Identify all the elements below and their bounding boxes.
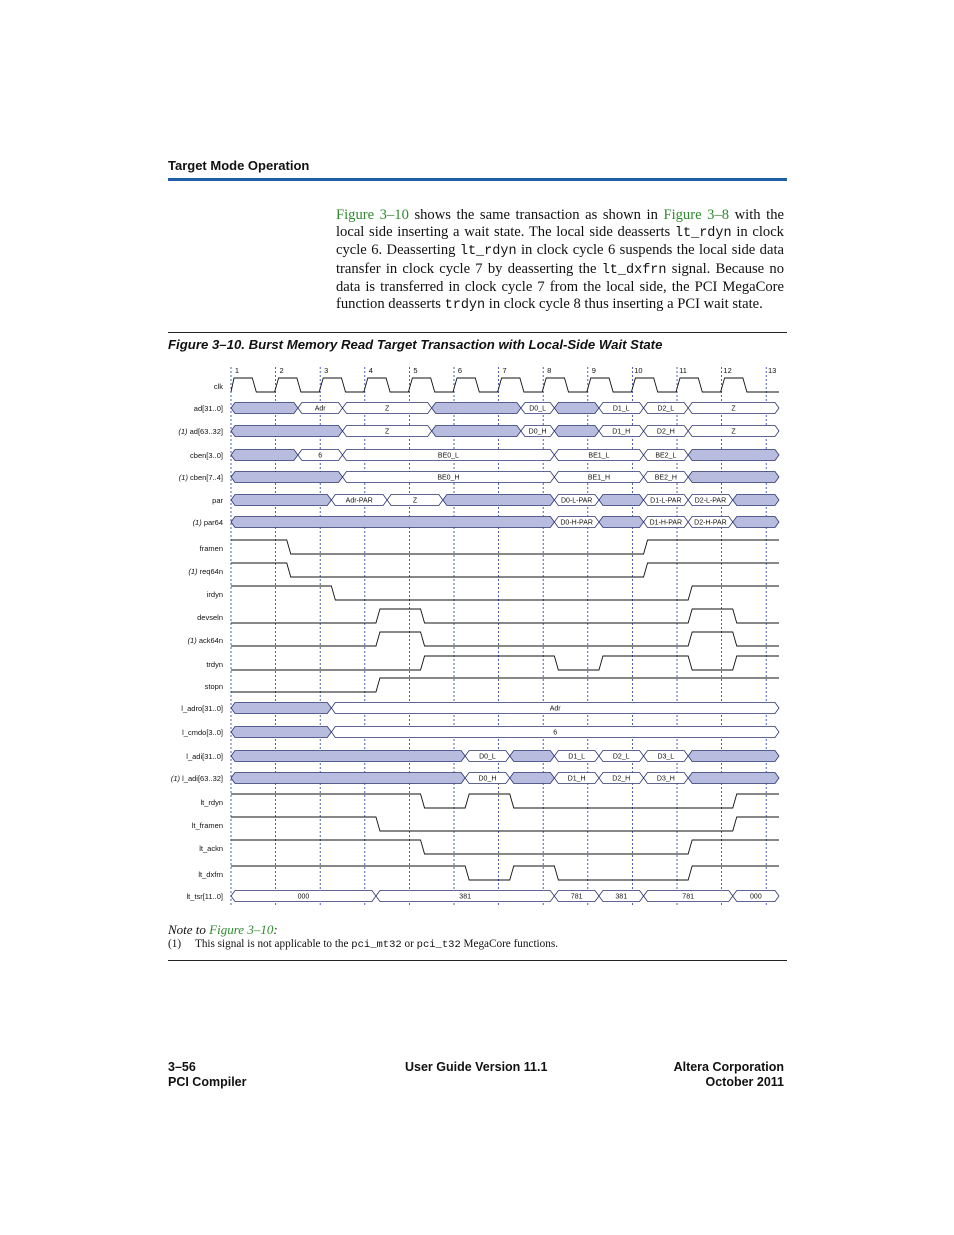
note-title-prefix: Note to [168,922,210,937]
bus-invalid-segment [599,517,644,528]
note-marker: (1) [192,518,204,527]
bus-invalid-segment [510,751,555,762]
figure-link-3-8[interactable]: Figure 3–8 [663,207,730,223]
bus-invalid-segment [599,495,644,506]
note-number: (1) [168,938,182,950]
signal-name: req64n [199,567,223,576]
signal-label: stopn [204,682,223,691]
signal-label: l_cmdo[3..0] [182,728,223,737]
ad-hi-value: D0_H [528,428,547,436]
l-adi-lo-value: D1_L [568,753,586,761]
note-marker: (1) [170,774,183,783]
footer-date: October 2011 [705,1075,784,1089]
par-value: D2-L-PAR [694,497,727,505]
bus-invalid-segment [231,751,465,762]
bus-invalid-segment [231,727,331,738]
bus-invalid-segment [554,426,599,437]
l-adi-hi-value: D3_H [656,775,675,783]
signal-label [193,518,223,527]
par64-value: D2-H-PAR [694,519,727,527]
cben-lo-value: BE0_L [437,452,459,460]
signal-name: cben[7..4] [190,473,223,482]
ad-lo-value: Z [384,405,390,413]
signal-label: l_adro[31..0] [181,704,223,713]
text-run: This signal is not applicable to the [195,938,352,950]
signal-label [178,427,223,436]
devseln-waveform [231,609,779,623]
ad-lo-value: D1_L [612,405,630,413]
l-adi-lo-value: D3_L [657,753,675,761]
signal-label: lt_rdyn [200,798,223,807]
cycle-number: 1 [234,366,240,375]
signal-label: cben[3..0] [190,451,223,460]
ad-hi-value: Z [731,428,736,436]
signal-label: irdyn [206,590,223,599]
cycle-number: 10 [634,366,643,375]
cben-hi-value: BE1_H [587,474,611,482]
bus-invalid-segment [432,403,521,414]
figure-rule-bottom [168,960,787,961]
cycle-number: 7 [502,366,507,375]
signal-name: l_adi[63..32] [182,774,223,783]
signal-label: lt_framen [191,821,223,830]
par-value: Z [412,497,418,505]
section-header-title: Target Mode Operation [168,158,310,173]
signal-name: par64 [203,518,223,527]
cycle-number: 12 [723,366,732,375]
footer-version: User Guide Version 11.1 [405,1060,548,1074]
text-run: MegaCore functions. [460,938,558,950]
note-title [168,922,278,938]
bus-invalid-segment [733,517,779,528]
text-run: shows the same transaction as shown in [408,207,664,223]
header-rule [168,178,787,181]
l-adi-hi-value: D0_H [478,775,497,783]
l-cmdo-value: 6 [553,729,558,737]
signal-label: trdyn [206,660,223,669]
text-run: with the local side inserting a wait state. The local side deasserts [336,207,784,241]
cben-hi-value: BE2_H [654,474,677,482]
signal-name: ad[63..32] [189,427,223,436]
par64-value: D1-H-PAR [649,519,683,527]
req64n-waveform [231,563,779,577]
ad-hi-value: Z [384,428,390,436]
cycle-number: 6 [457,366,463,375]
lt-rdyn-waveform [231,794,779,808]
lt-tsr-value: 381 [459,893,471,901]
par-value: D1-L-PAR [650,497,682,505]
note-title-suffix: : [273,922,278,937]
l-adi-hi-value: D2_H [612,775,631,783]
bus-invalid-segment [231,703,331,714]
bus-invalid-segment [432,426,521,437]
signal-label: lt_ackn [199,844,223,853]
bus-invalid-segment [733,495,779,506]
code-pci-t32: pci_t32 [416,939,461,951]
text-run: in clock cycle 8 thus inserting a PCI wait state. [485,296,763,313]
signal-label: devseln [197,613,223,622]
bus-invalid-segment [554,403,599,414]
bus-invalid-segment [688,472,779,483]
signal-label: lt_dxfrn [198,870,223,879]
ad-lo-value: D2_L [657,405,675,413]
code-lt-rdyn: lt_rdyn [674,226,732,242]
l-adi-lo-value: D2_L [612,753,630,761]
par-value: Adr-PAR [345,497,373,505]
cycle-number: 8 [547,366,552,375]
lt-tsr-value: 000 [750,893,762,901]
lt-ackn-waveform [231,840,779,854]
signal-label: framen [199,544,223,553]
signal-label [188,567,223,576]
ad-lo-value: Adr [314,405,326,413]
cycle-number: 11 [679,366,687,375]
bus-invalid-segment [231,517,554,528]
signal-label: ad[31..0] [193,404,223,413]
text-run: in clock cycle 6. Deasserting [336,224,784,259]
bus-invalid-segment [231,472,343,483]
stopn-waveform [231,678,779,692]
signal-label [179,473,223,482]
bus-invalid-segment [231,495,331,506]
l-adro-value: Adr [549,705,561,713]
par64-value: D0-H-PAR [560,519,593,527]
bus-invalid-segment [688,751,779,762]
lt-tsr-value: 381 [615,893,628,901]
lt-framen-waveform [231,817,779,831]
bus-invalid-segment [231,450,298,461]
cycle-number: 3 [324,366,329,375]
cycle-number: 2 [279,366,284,375]
note-marker: (1) [178,473,191,482]
cycle-number: 5 [413,366,418,375]
body-paragraph [336,207,784,314]
bus-invalid-segment [688,773,779,784]
signal-label: l_adi[31..0] [186,752,223,761]
code-lt-dxfrn: lt_dxfrn [601,262,667,278]
footer-page-number: 3–56 [168,1060,196,1074]
cycle-number: 13 [768,366,777,375]
signal-label: par [212,496,223,505]
note-figure-link[interactable]: Figure 3–10 [209,922,274,937]
note-item [168,938,558,951]
code-lt-rdyn: lt_rdyn [459,244,517,260]
figure-caption: Figure 3–10. Burst Memory Read Target Transaction with Local-Side Wait State [168,337,663,352]
clock-waveform [231,378,779,392]
text-run: signal. Because no data is transferred in clock cycle 7 from the local side, the PCI MegaCore function deasserts [336,260,784,313]
irdyn-waveform [231,586,779,600]
timing-diagram [0,360,954,910]
trdyn-waveform [231,656,779,670]
ad-hi-value: D2_H [656,428,675,436]
bus-invalid-segment [510,773,555,784]
note-marker: (1) [178,427,190,436]
code-pci-mt32: pci_mt32 [351,939,402,951]
code-trdyn: trdyn [444,298,486,314]
bus-invalid-segment [231,773,465,784]
cycle-number: 9 [591,366,596,375]
cben-hi-value: BE0_H [437,474,460,482]
framen-waveform [231,540,779,554]
cben-lo-value: 6 [318,452,323,460]
l-adi-lo-value: D0_L [479,753,496,761]
note-marker: (1) [188,567,200,576]
lt-tsr-value: 781 [570,893,583,901]
par-value: D0-L-PAR [560,497,593,505]
signal-label: clk [213,382,223,391]
cben-lo-value: BE2_L [655,452,677,460]
ad-lo-value: D0_L [529,405,546,413]
note-marker: (1) [187,636,199,645]
text-run: or [401,938,417,950]
ad-hi-value: D1_H [612,428,631,436]
signal-label [171,774,223,783]
bus-invalid-segment [231,403,298,414]
figure-link-3-10[interactable]: Figure 3–10 [336,207,409,223]
signal-name: ack64n [198,636,223,645]
bus-invalid-segment [443,495,554,506]
footer-company: Altera Corporation [673,1060,784,1074]
text-run: in clock cycle 6 suspends the local side data transfer in clock cycle 7 by deasserting the [336,242,784,277]
lt-dxfrn-waveform [231,866,779,880]
cycle-number: 4 [368,366,373,375]
figure-rule-top [168,332,787,333]
lt-tsr-value: 000 [297,893,310,901]
bus-invalid-segment [231,426,343,437]
bus-invalid-segment [688,450,779,461]
footer-book-title: PCI Compiler [168,1075,247,1089]
ack64n-waveform [231,632,779,646]
cben-lo-value: BE1_L [588,452,610,460]
signal-label: lt_tsr[11..0] [186,892,223,901]
lt-tsr-value: 781 [682,893,694,901]
signal-label [188,636,223,645]
ad-lo-value: Z [731,405,736,413]
l-adi-hi-value: D1_H [567,775,586,783]
